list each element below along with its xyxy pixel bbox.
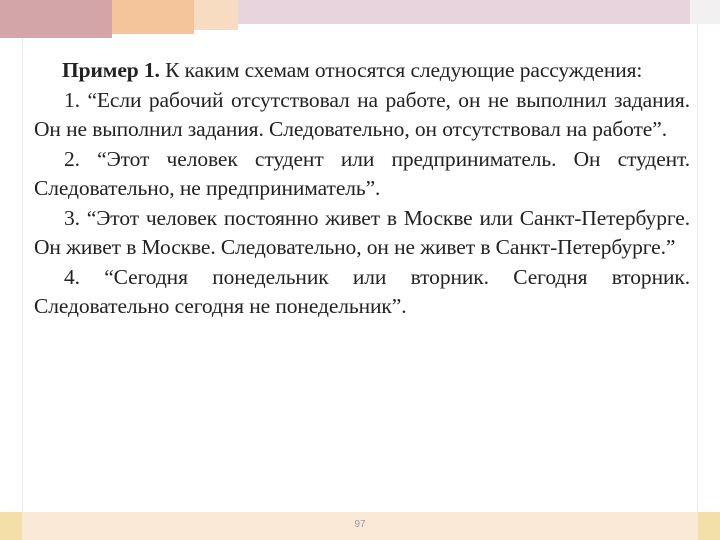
list-item: 2. “Этот человек студент или предприниматель. Он студент. Следовательно, не предприниматель”. [34,146,690,200]
example-title: Пример 1. [62,58,160,82]
bottom-accent-block-left [0,512,22,540]
top-accent-block-peach [194,0,238,30]
slide-content [34,56,690,322]
page-number: 97 [354,519,366,530]
example-intro: К каким схемам относятся следующие рассуждения: [159,58,643,82]
list-item: 4. “Сегодня понедельник или вторник. Сегодня вторник. Следовательно сегодня не понедельник”. [34,264,690,318]
top-accent-block-light [690,0,720,24]
right-divider [697,24,698,512]
left-divider [22,38,23,512]
list-item: 3. “Этот человек постоянно живет в Москве или Санкт-Петербурге. Он живет в Москве. Следовательно, он не живет в Санкт-Петербурге.” [34,205,690,259]
top-accent-block-orange [112,0,194,34]
bottom-accent-block-right [698,512,720,540]
top-accent-block-rose [0,0,112,38]
list-item: 1. “Если рабочий отсутствовал на работе, он не выполнил задания. Он не выполнил задания. Следовательно, он отсутствовал на работе”. [34,87,690,141]
example-heading [34,56,690,86]
